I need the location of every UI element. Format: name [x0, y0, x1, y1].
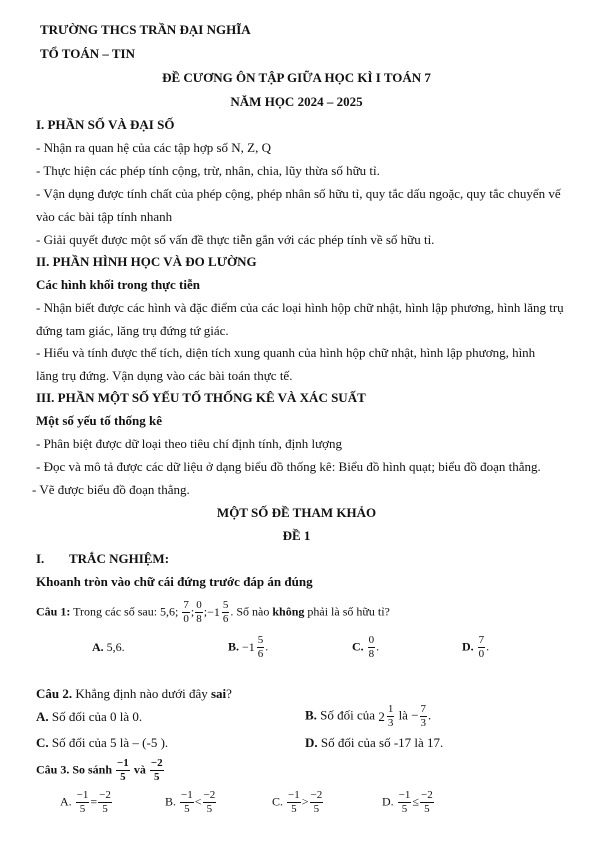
question-3: Câu 3. So sánh $\frac{-1}{5}$ và $\frac{-2}{5}$: [36, 757, 163, 783]
question-text: . Số nào: [230, 604, 270, 619]
section2-item: lăng trụ đứng. Vận dụng vào các bài toán thực tế.: [36, 368, 293, 383]
question-text: Khẳng định nào dưới đây: [75, 686, 208, 701]
section2-item: - Hiểu và tính được thể tích, diện tích xung quanh của hình hộp chữ nhật, hình lập phương, hình: [36, 345, 536, 360]
option-c[interactable]: C. Số đối của 5 là – (-5 ).: [36, 735, 169, 750]
section3-heading: III. PHẦN MỘT SỐ YẾU TỐ THỐNG KÊ VÀ XÁC SUẤT: [36, 390, 366, 405]
section1-heading: I. PHẦN SỐ VÀ ĐẠI SỐ: [36, 117, 175, 132]
section1-item: - Vận dụng được tính chất của phép cộng, phép nhân số hữu tỉ, quy tắc dấu ngoặc, quy tắc chuyển vế: [36, 186, 561, 201]
section2-item: - Nhận biết được các hình và đặc điểm của các loại hình hộp chữ nhật, hình lập phương, hình lăng trụ: [36, 300, 564, 315]
question-1: Câu 1: Trong các số sau: 5,6; $\frac{7}{0}$ ; $\frac{0}{8}$ ; −1 $\frac{5}{6}$ . Số nào không phải là số hữu tỉ?: [36, 599, 390, 625]
document-title: ĐỀ CƯƠNG ÔN TẬP GIỮA HỌC KÌ I TOÁN 7: [162, 70, 431, 85]
section2-item: đứng tam giác, lăng trụ đứng tứ giác.: [36, 323, 229, 338]
option-a[interactable]: A. 5,6.: [92, 640, 125, 654]
section1-item: vào các bài tập tính nhanh: [36, 209, 173, 224]
option-a[interactable]: A. Số đối của 0 là 0.: [36, 709, 143, 724]
number-value: 5,6;: [160, 604, 179, 619]
option-c[interactable]: C. $\frac{-1}{5}$ > $\frac{-2}{5}$: [272, 789, 323, 815]
reference-title: MỘT SỐ ĐỀ THAM KHẢO: [216, 505, 377, 520]
section1-item: - Nhận ra quan hệ của các tập hợp số N, Z, Q: [36, 140, 272, 155]
option-b[interactable]: B. Số đối của 2 $\frac{1}{3}$ là − $\frac{7}{3}$ .: [305, 703, 432, 729]
exam-label: ĐỀ 1: [282, 528, 311, 543]
option-b[interactable]: B. $\frac{-1}{5}$ < $\frac{-2}{5}$: [165, 789, 216, 815]
option-d[interactable]: D. $\frac{-1}{5}$ ≤ $\frac{-2}{5}$: [382, 789, 433, 815]
fraction: $\frac{0}{8}$: [196, 599, 202, 625]
section1-item: - Giải quyết được một số vấn đề thực tiễn gắn với các phép tính về số hữu tỉ.: [36, 232, 435, 247]
section2-subheading: Các hình khối trong thực tiễn: [36, 277, 200, 292]
school-name: TRƯỜNG THCS TRẦN ĐẠI NGHĨA: [40, 22, 251, 37]
question-label: Câu 2.: [36, 686, 73, 701]
part-number: I.: [36, 551, 45, 566]
school-year: NĂM HỌC 2024 – 2025: [230, 94, 363, 109]
mixed-fraction: −1 $\frac{5}{6}$: [207, 599, 229, 625]
option-b[interactable]: B. −1 $\frac{5}{6}$ .: [228, 634, 269, 660]
emphasis-word: sai: [210, 686, 227, 701]
option-a[interactable]: A. $\frac{-1}{5}$ = $\frac{-2}{5}$: [60, 789, 111, 815]
question-label: Câu 1:: [36, 604, 71, 619]
department-name: TỔ TOÁN – TIN: [40, 46, 136, 61]
option-d[interactable]: D. Số đối của số -17 là 17.: [305, 735, 444, 750]
section3-item: - Vẽ được biểu đồ đoạn thẳng.: [32, 482, 190, 497]
fraction: $\frac{7}{0}$: [183, 599, 189, 625]
question-2: Câu 2. Khẳng định nào dưới đây sai?: [36, 686, 232, 701]
section3-item: - Phân biệt được dữ loại theo tiêu chí định tính, định lượng: [36, 436, 343, 451]
section1-item: - Thực hiện các phép tính cộng, trừ, nhân, chia, lũy thừa số hữu tỉ.: [36, 163, 380, 178]
instruction: Khoanh tròn vào chữ cái đứng trước đáp án đúng: [36, 574, 313, 589]
section3-item: - Đọc và mô tả được các dữ liệu ở dạng biểu đồ thống kê: Biểu đồ hình quạt; biểu đồ đoạn thẳng.: [36, 459, 541, 474]
part-title: TRẮC NGHIỆM:: [69, 551, 170, 566]
question-label: Câu 3. So sánh: [36, 762, 113, 777]
section2-heading: II. PHẦN HÌNH HỌC VÀ ĐO LƯỜNG: [36, 254, 257, 269]
option-c[interactable]: C. $\frac{0}{8}$ .: [352, 634, 380, 660]
section3-subheading: Một số yếu tố thống kê: [36, 413, 163, 428]
question-text: Trong các số sau:: [73, 604, 158, 619]
option-d[interactable]: D. $\frac{7}{0}$ .: [462, 634, 490, 660]
emphasis-word: không: [272, 604, 305, 619]
question-text: phải là số hữu tỉ?: [307, 604, 390, 619]
